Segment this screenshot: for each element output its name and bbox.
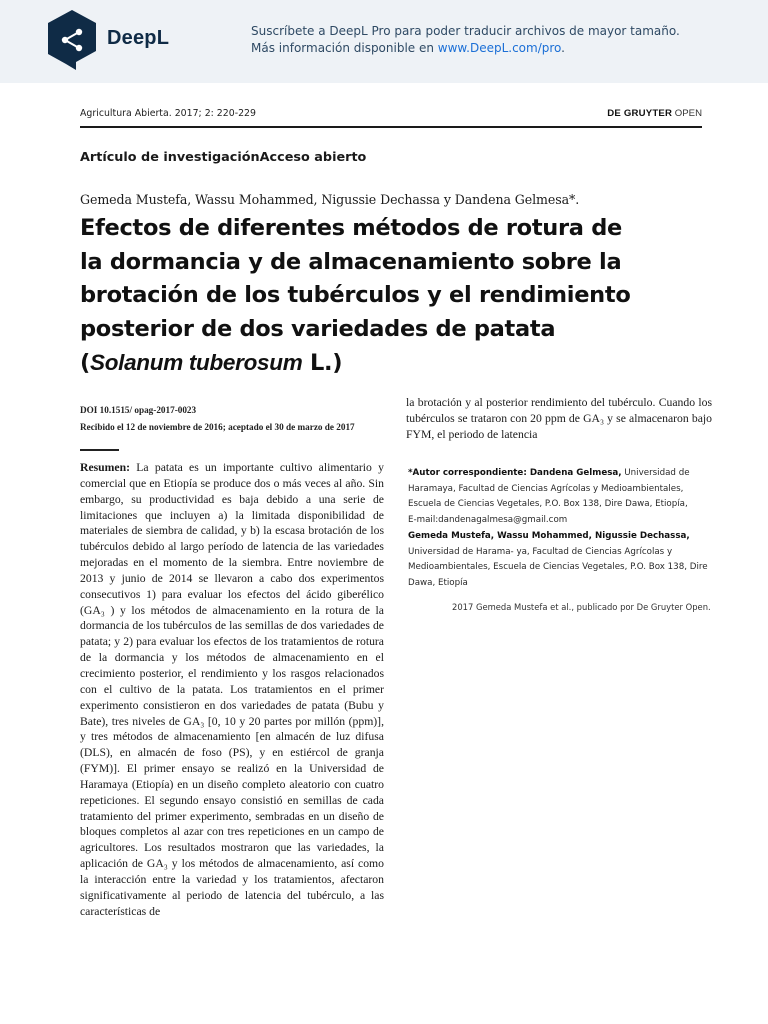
deepl-logo-icon[interactable] bbox=[46, 9, 98, 71]
promo-line-1: Suscríbete a DeepL Pro para poder traducir archivos de mayor tamaño. bbox=[251, 24, 680, 38]
abstract-label: Resumen: bbox=[80, 461, 130, 474]
deepl-banner bbox=[0, 0, 768, 83]
promo-text bbox=[251, 23, 680, 56]
corr-email: E-mail:dandenagalmesa@gmail.com bbox=[408, 515, 568, 526]
doi: DOI 10.1515/ opag-2017-0023 bbox=[80, 405, 197, 415]
promo-line-2 bbox=[251, 40, 680, 57]
abstract-text: La patata es un importante cultivo alimentario y comercial que en Etiopía se produce dos o más veces al año. Sin embargo, su productividad es baja debido a una serie de limitaciones que incluyen a) la limitada disponibilidad de materiales de siembra de calidad, y b) la escasa brotación de los tubérculos debido al largo período de latencia de las variedades mejoradas en el momento de la siembra. Entre noviembre de 2013 y junio de 2014 se llevaron a cabo dos experimentos consecutivos 1) para evaluar los efectos del ácido giberélico (GA₃ ) y los métodos de almacenamiento en la rotura de la dormancia de los tubérculos de las semillas de dos variedades de patata; y 2) para evaluar los efectos de los tratamientos de rotura de la dormancia y los métodos de almacenamiento en el crecimiento posterior, el rendimiento y los rasgos relacionados con el cultivo de la patata. Los tratamientos en el primer experimento consistieron en dos variedades de patata (Bubu y Bate), tres niveles de GA₃ [0, 10 y 20 partes por millón (ppm)], y tres métodos de almacenamiento [en almacén de luz difusa (DLS), en almacén de foso (PS), y en estiércol de granja (FYM)]. El primer ensayo se realizó en la Universidad de Haramaya (Etiopía) en un diseño completo aleatorio con cuatro repeticiones. El segundo ensayo consistió en semillas de cada tratamiento del primer experimento, sembradas en un diseño de bloques completos al azar con tres repeticiones en un campo de agricultores. Los resultados mostraron que las variedades, la aplicación de GA₃ y los métodos de almacenamiento, así como la interacción entre la variedad y los tratamientos, afectaron significativamente al periodo de latencia del tubérculo, a las características de bbox=[80, 461, 384, 918]
publisher-suffix: OPEN bbox=[672, 108, 702, 119]
article-title bbox=[80, 212, 640, 381]
correspondence bbox=[408, 466, 712, 592]
deepl-pro-link[interactable]: www.DeepL.com/pro bbox=[437, 40, 562, 55]
abstract-continued: la brotación y al posterior rendimiento del tubérculo. Cuando los tubérculos se trataron con 20 ppm de GA₃ y se almacenaron bajo FYM, el periodo de latencia bbox=[406, 396, 712, 441]
article-type: Artículo de investigaciónAcceso abierto bbox=[80, 150, 367, 165]
abstract bbox=[80, 460, 384, 919]
corr-affiliation: Universidad de Haramaya, Facultad de Ciencias Agrícolas y Medioambientales, Escuela de Ciencias Vegetales, P.O. Box 138, Dire Dawa, Etiopía, bbox=[408, 468, 690, 510]
title-end: L.) bbox=[302, 350, 343, 376]
coauthors-names: Gemeda Mustefa, Wassu Mohammed, Nigussie Dechassa, bbox=[408, 530, 690, 541]
meta-divider bbox=[80, 449, 119, 451]
received-dates: Recibido el 12 de noviembre de 2016; aceptado el 30 de marzo de 2017 bbox=[80, 422, 355, 432]
copyright-notice: 2017 Gemeda Mustefa et al., publicado por De Gruyter Open. bbox=[452, 602, 711, 612]
title-species: Solanum tuberosum bbox=[89, 350, 303, 375]
coauthors-affiliation: Universidad de Harama- ya, Facultad de Ciencias Agrícolas y Medioambientales, Escuela de Ciencias Vegetales, P.O. Box 138, Dire Dawa, Etiopía bbox=[408, 546, 708, 588]
coauthors bbox=[408, 529, 712, 592]
promo-suffix: . bbox=[561, 40, 565, 55]
corresponding-author bbox=[408, 466, 712, 513]
publisher-logo bbox=[607, 108, 702, 119]
promo-prefix: Más información disponible en bbox=[251, 40, 438, 55]
brand-name[interactable]: DeepL bbox=[107, 27, 170, 49]
title-main: Efectos de diferentes métodos de rotura de la dormancia y de almacenamiento sobre la brotación de los tubérculos y el rendimiento posterior de dos variedades de patata ( bbox=[80, 215, 631, 376]
journal-citation: Agricultura Abierta. 2017; 2: 220-229 bbox=[80, 108, 256, 119]
header-divider bbox=[80, 126, 702, 128]
corr-label: *Autor correspondiente: bbox=[408, 468, 527, 478]
publisher-name: DE GRUYTER bbox=[607, 108, 673, 119]
corr-name: Dandena Gelmesa, bbox=[526, 468, 622, 478]
author-list: Gemeda Mustefa, Wassu Mohammed, Nigussie Dechassa y Dandena Gelmesa*. bbox=[80, 192, 580, 207]
